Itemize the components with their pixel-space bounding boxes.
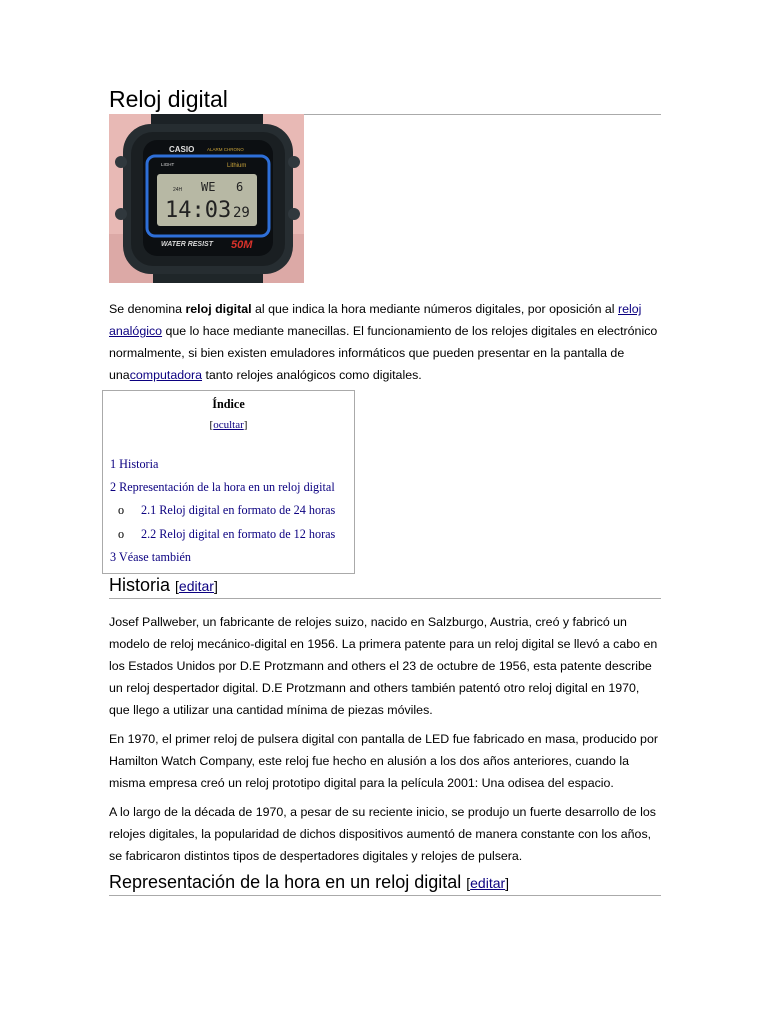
toc-bullet: o: [118, 503, 125, 517]
intro-text: tanto relojes analógicos como digitales.: [202, 368, 422, 382]
toc-item-representacion[interactable]: 2 Representación de la hora en un reloj digital: [110, 480, 335, 494]
edit-bracket: [: [175, 578, 179, 594]
section-heading-representacion: [109, 870, 661, 896]
watch-brand: CASIO: [169, 145, 195, 154]
watch-day: WE: [201, 180, 216, 194]
toc-subitem-24h[interactable]: [118, 503, 335, 518]
watch-date: 6: [236, 180, 244, 194]
watch-24h-label: 24H: [173, 187, 183, 193]
toc-subitem-label: 2.1 Reloj digital en formato de 24 horas: [141, 503, 336, 517]
section-title: Representación de la hora en un reloj digital: [109, 872, 462, 892]
watch-seconds: 29: [233, 205, 250, 221]
intro-text: que lo hace mediante manecillas. El funcionamiento de los relojes digitales en electrónico normalmente, si bien existen emuladores informáticos que pueden presentar en la pantalla de una: [109, 324, 658, 382]
toc-bracket: ]: [243, 419, 248, 431]
historia-paragraph-1: Josef Pallweber, un fabricante de relojes suizo, nacido en Salzburgo, Austria, creó y fabricó un modelo de reloj mecánico-digital en 1956. La primera patente para un reloj digital se llevó a cabo en los Estados Unidos por D.E Protzmann and others el 23 de octubre de 1956, esta patente describe un reloj despertador digital. D.E Protzmann and others también patentó otro reloj digital en 1970, que llego a utilizar una cantidad mínima de piezas móviles.: [109, 615, 658, 717]
edit-bracket: ]: [505, 875, 510, 891]
watch-time: 14:03: [165, 198, 232, 223]
toc-item-historia[interactable]: 1 Historia: [110, 457, 159, 471]
edit-wrap: [466, 875, 509, 891]
section-heading-historia: [109, 573, 661, 599]
historia-paragraph-3: A lo largo de la década de 1970, a pesar de su reciente inicio, se produjo un fuerte desarrollo de los relojes digitales, la popularidad de dichos dispositivos aumentó de manera constante con los años, se fabricaron distintos tipos de despertadores digitales y relojes de pulsera.: [109, 805, 656, 863]
watch-model-text: ALARM CHRONO: [207, 147, 244, 152]
section-title: Historia: [109, 575, 171, 595]
watch-water-resist: WATER RESIST: [161, 241, 213, 248]
edit-link-historia[interactable]: editar: [178, 578, 214, 594]
historia-paragraph-2: En 1970, el primer reloj de pulsera digital con pantalla de LED fue fabricado en masa, producido por Hamilton Watch Company, este reloj fue hecho en alusión a los dos años anteriores, cuando la misma empresa creó un reloj prototipo digital para la película 2001: Una odisea del espacio.: [109, 732, 658, 790]
toc-item-vease[interactable]: 3 Véase también: [110, 550, 191, 564]
edit-bracket: [: [466, 875, 471, 891]
toc-subitem-12h[interactable]: [118, 527, 335, 542]
toc-toggle-link[interactable]: ocultar: [213, 419, 244, 431]
toc-bracket: [: [209, 419, 214, 431]
edit-wrap: [175, 578, 218, 594]
watch-lithium-label: Lithium: [227, 163, 247, 169]
table-of-contents: [102, 390, 355, 574]
page-title: Reloj digital: [109, 84, 661, 115]
intro-text: Se denomina: [109, 302, 186, 316]
link-reloj-analogico[interactable]: reloj analógico: [109, 302, 642, 338]
toc-bullet: o: [118, 527, 125, 541]
edit-bracket: ]: [213, 578, 218, 594]
link-computadora[interactable]: computadora: [129, 368, 203, 382]
intro-text: al que indica la hora mediante números digitales, por oposición al: [251, 302, 618, 316]
watch-photo: [109, 114, 304, 283]
intro-bold: reloj digital: [185, 302, 252, 316]
toc-title: Índice: [212, 397, 245, 411]
watch-light-label: LIGHT: [161, 162, 175, 167]
toc-subitem-label: 2.2 Reloj digital en formato de 12 horas: [141, 527, 336, 541]
watch-depth: 50M: [231, 239, 253, 251]
intro-paragraph: [109, 298, 661, 386]
toc-toggle-wrap: [103, 419, 354, 431]
edit-link-representacion[interactable]: editar: [470, 875, 506, 891]
